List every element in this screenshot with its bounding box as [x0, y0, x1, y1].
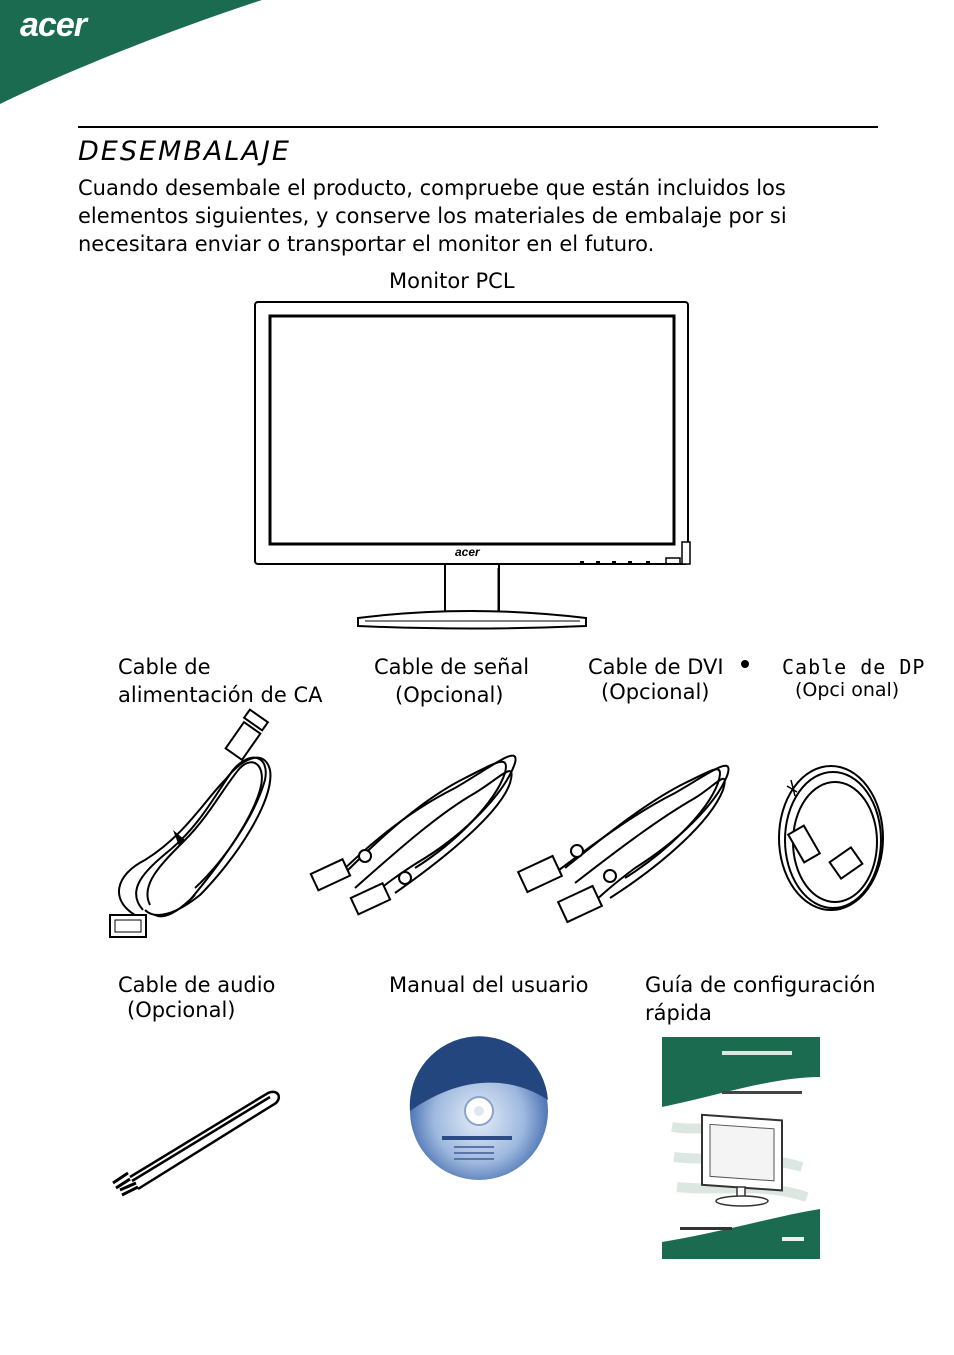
header-band	[0, 0, 954, 110]
audio-cable-icon	[108, 1085, 288, 1205]
quick-guide-label: Guía de configuración rápida	[645, 973, 876, 1025]
manual-label: Manual del usuario	[389, 973, 589, 997]
intro-paragraph	[78, 174, 868, 258]
dvi-cable-label: Cable de DVI (Opcional)	[588, 655, 724, 704]
signal-cable-icon	[305, 738, 525, 923]
dvi-cable-icon	[515, 748, 735, 933]
monitor-illustration	[250, 298, 695, 633]
user-manual-cd-icon	[408, 1040, 550, 1182]
intro-line: elementos siguientes, y conserve los materiales de embalaje por si	[78, 204, 787, 228]
quick-guide-booklet-icon	[662, 1037, 822, 1261]
bullet-icon	[741, 660, 749, 668]
intro-line: Cuando desembale el producto, compruebe que están incluidos los	[78, 176, 786, 200]
dp-cable-label: Cable de DP (Opci onal)	[782, 655, 926, 701]
bezel-logo: acer	[455, 545, 480, 559]
signal-cable-label: Cable de señal (Opcional)	[374, 655, 530, 707]
dp-cable-icon	[775, 768, 895, 913]
page-title: DESEMBALAJE	[78, 136, 291, 167]
power-cable-icon	[105, 710, 285, 945]
intro-line: necesitara enviar o transportar el monitor en el futuro.	[78, 232, 655, 256]
power-cable-label: Cable de alimentación de CA	[118, 655, 323, 707]
acer-logo: acer	[20, 6, 86, 44]
audio-cable-label: Cable de audio (Opcional)	[118, 973, 276, 1022]
section-divider	[78, 126, 878, 128]
monitor-label: Monitor PCL	[389, 269, 515, 293]
